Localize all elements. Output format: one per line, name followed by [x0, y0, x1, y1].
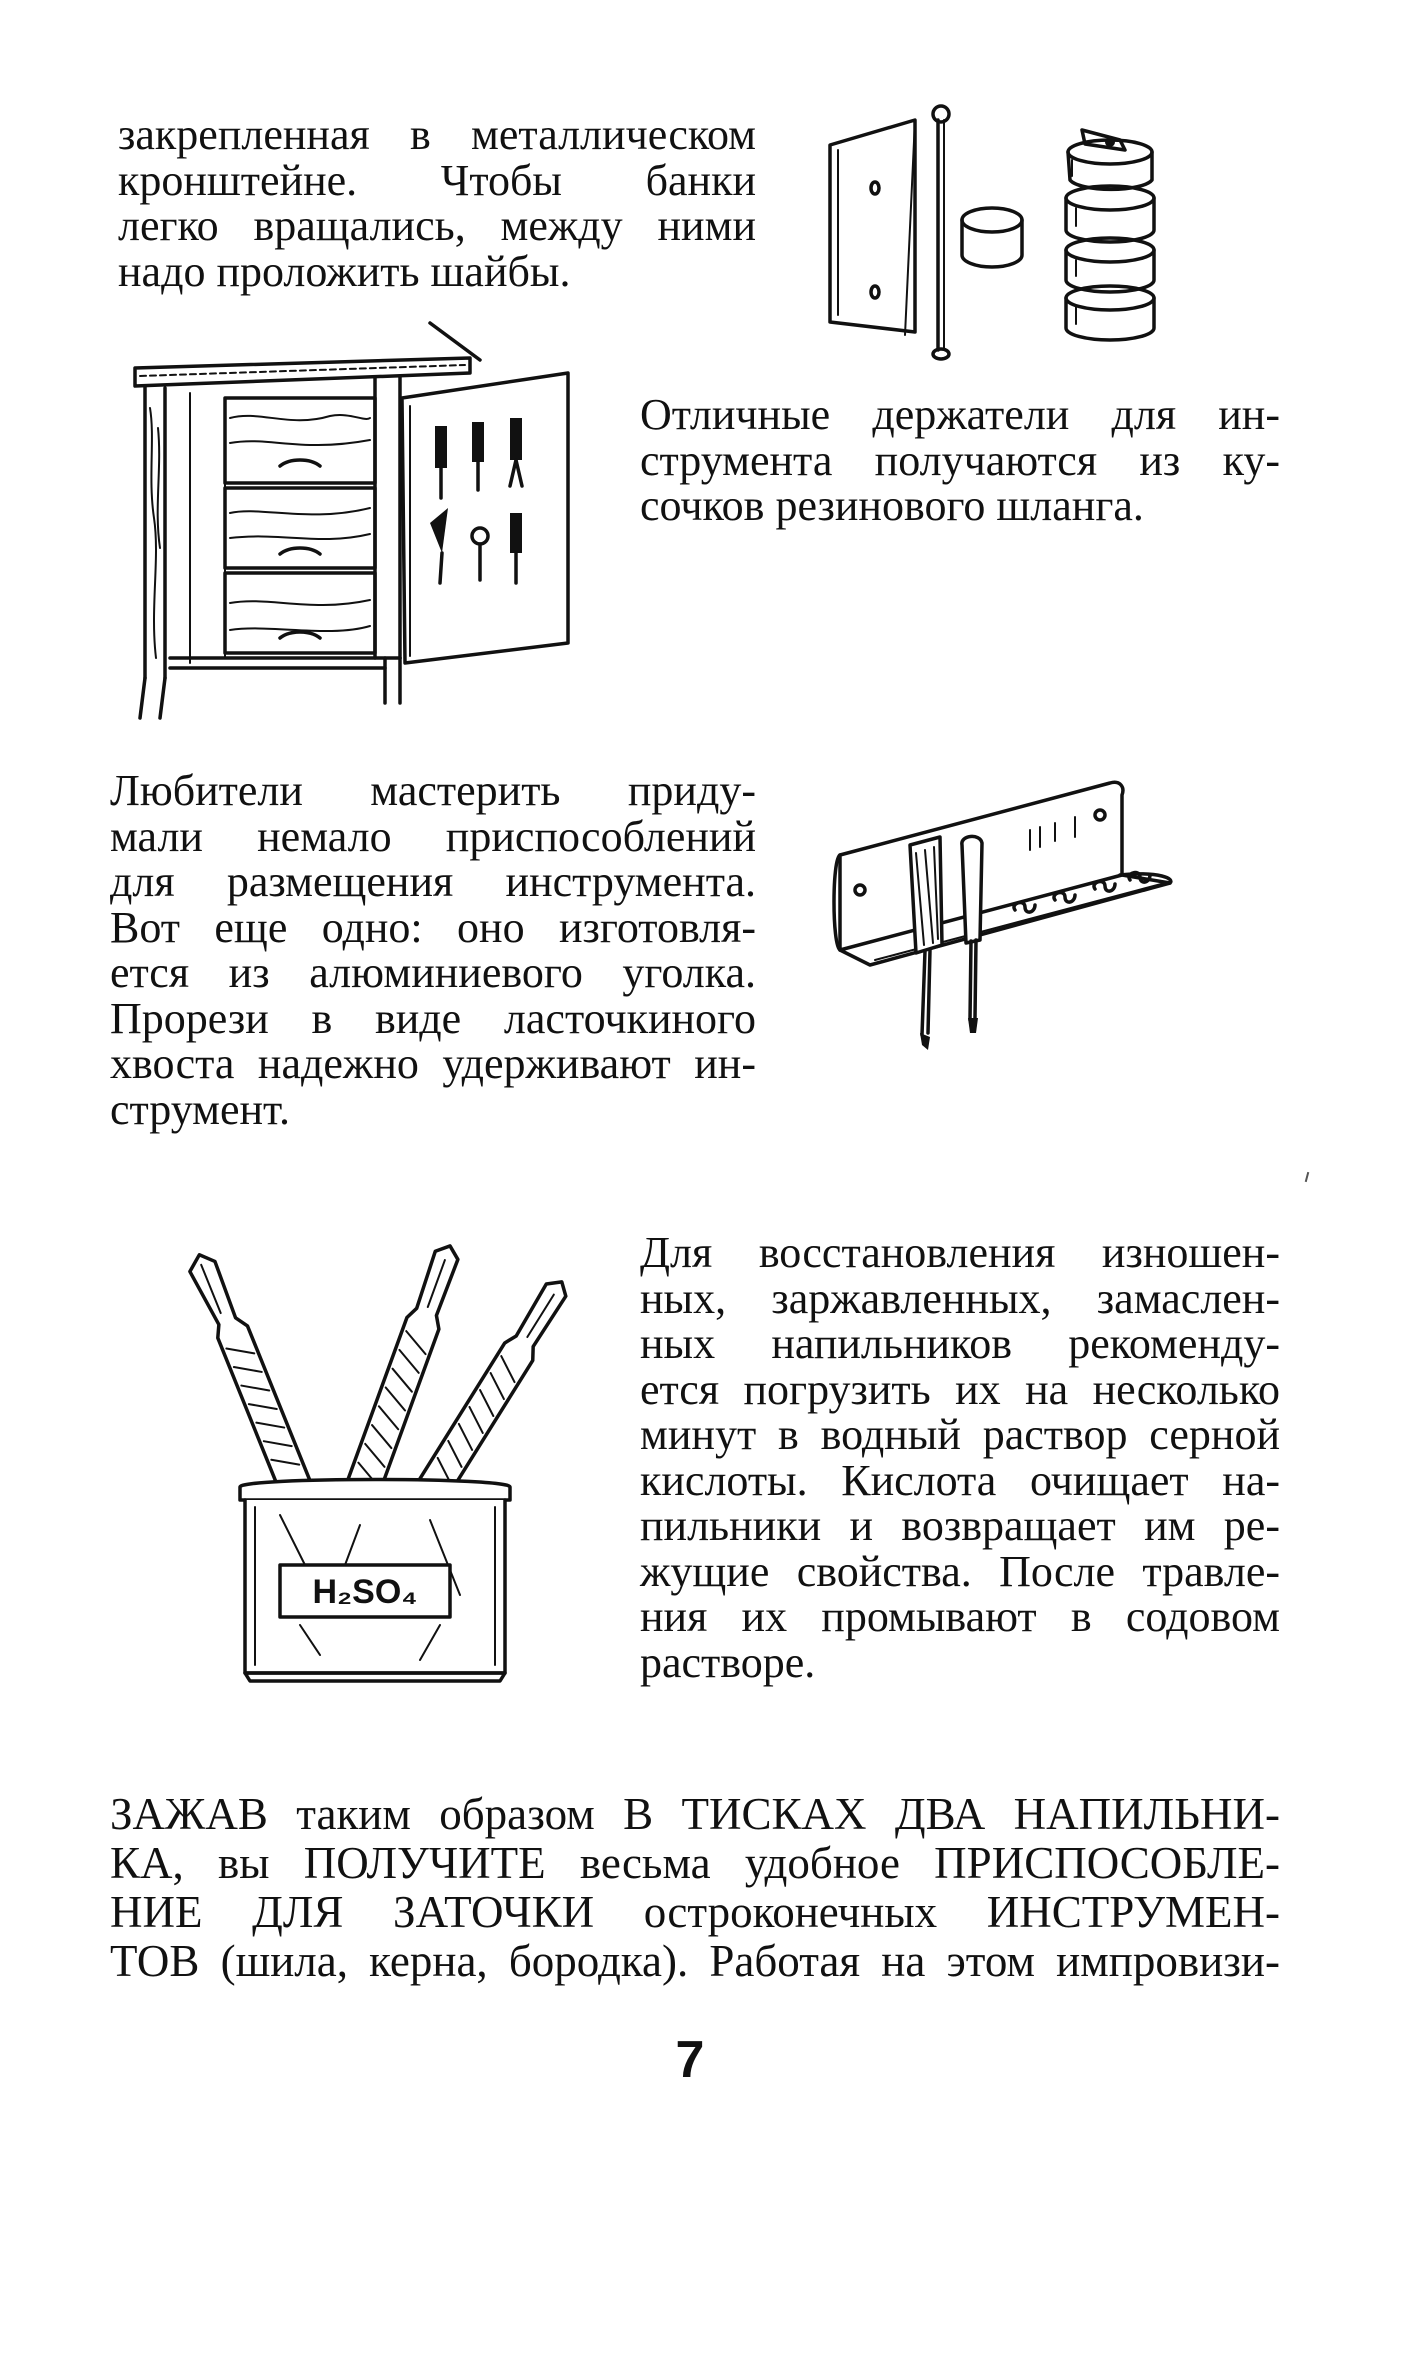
text-line: растворе.: [640, 1637, 816, 1687]
page-number: 7: [675, 2031, 705, 2089]
text-line: Прорези в виде ласточкиного: [110, 993, 756, 1043]
text-line: минут в водный раствор серной: [640, 1410, 1280, 1459]
text-line: струмента получаются из ку-: [640, 435, 1280, 485]
text-line: кислоты. Кислота очищает на-: [640, 1455, 1280, 1505]
text-line: ных напильников рекоменду-: [640, 1319, 1280, 1368]
text-line: Отличные держатели для ин-: [640, 390, 1280, 439]
paragraph-vise-sharpening: [110, 1790, 1280, 1986]
text-line: КА, вы ПОЛУЧИТЕ весьма удобное ПРИСПОСОБЛЕ-: [110, 1838, 1280, 1888]
jar-label: H₂SO₄: [312, 1573, 418, 1611]
text-line: пильники и возвращает им ре-: [640, 1501, 1280, 1550]
illustration-files-in-acid-jar: [200, 1245, 540, 1685]
text-line: для размещения инструмента.: [110, 857, 756, 906]
text-line: ется погрузить их на несколько: [640, 1364, 1280, 1414]
text-line: ЗАЖАВ таким образом В ТИСКАХ ДВА НАПИЛЬНИ-: [110, 1789, 1280, 1839]
text-line: ется из алюминиевого уголка.: [110, 948, 756, 997]
print-speck: [1305, 1172, 1310, 1182]
illustration-tool-cabinet: [130, 318, 600, 728]
text-line: ТОВ (шила, керна, бородка). Работая на этом импровизи-: [110, 1936, 1280, 1986]
paragraph-hose-holders: [640, 392, 1280, 529]
text-line: Для восстановления изношен-: [640, 1228, 1280, 1277]
text-line: легко вращались, между ними: [118, 201, 756, 250]
paragraph-jar-bracket: [118, 112, 756, 294]
illustration-rotating-jars: [820, 100, 1180, 370]
text-line: Любители мастерить приду-: [110, 766, 756, 815]
paragraph-file-restoration: [640, 1230, 1280, 1685]
text-line: ных, заржавленных, замаслен-: [640, 1273, 1280, 1323]
text-line: НИЕ ДЛЯ ЗАТОЧКИ остроконечных ИНСТРУМЕН-: [110, 1887, 1280, 1937]
text-line: мали немало приспособлений: [110, 811, 756, 861]
text-line: ния их промывают в содовом: [640, 1592, 1280, 1641]
text-line: закрепленная в металлическом: [118, 110, 756, 159]
text-line: надо проложить шайбы.: [118, 246, 571, 296]
text-line: кронштейне. Чтобы банки: [118, 155, 756, 205]
text-line: Вот еще одно: оно изготовля-: [110, 902, 756, 952]
text-line: струмент.: [110, 1084, 290, 1134]
illustration-angle-holder: [830, 775, 1190, 1075]
paragraph-aluminum-angle: [110, 768, 756, 1132]
text-line: сочков резинового шланга.: [640, 481, 1144, 530]
text-line: жущие свойства. После травле-: [640, 1546, 1280, 1596]
text-line: хвоста надежно удерживают ин-: [110, 1039, 756, 1088]
